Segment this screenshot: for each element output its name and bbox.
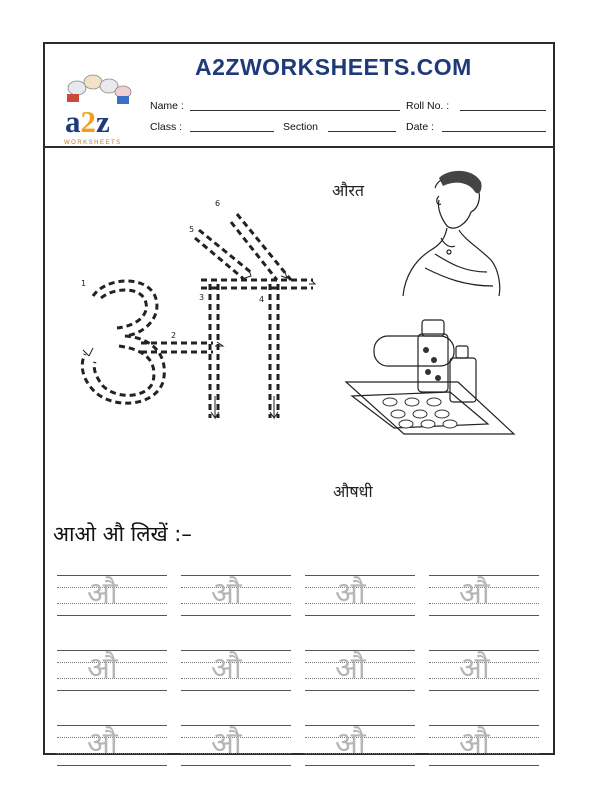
name-field[interactable] (190, 100, 400, 114)
practice-cell[interactable] (305, 573, 415, 619)
stroke-number-3: 3 (199, 293, 205, 302)
trace-letter: औ (459, 576, 490, 611)
trace-letter: औ (87, 726, 118, 761)
practice-cell[interactable] (429, 648, 539, 694)
trace-letter: औ (459, 726, 490, 761)
worksheet-page (43, 42, 555, 761)
worksheet-body (45, 148, 553, 761)
trace-letter: औ (459, 651, 490, 686)
picture-word-woman: औरत (332, 181, 365, 200)
trace-letter-au-diagram (65, 186, 325, 426)
medicine-picture (338, 316, 528, 446)
practice-cell[interactable] (181, 573, 291, 619)
stroke-number-1: 1 (81, 279, 87, 288)
logo-letter-z: z (96, 104, 110, 139)
trace-letter: औ (211, 576, 242, 611)
trace-letter: औ (211, 726, 242, 761)
logo-text (65, 104, 110, 140)
practice-cell[interactable] (429, 573, 539, 619)
woman-picture (395, 168, 505, 298)
trace-letter: औ (335, 726, 366, 761)
practice-cell[interactable] (305, 723, 415, 769)
class-section-date-row (150, 121, 550, 135)
logo-letter-2: 2 (80, 104, 96, 139)
practice-cell[interactable] (57, 648, 167, 694)
practice-cell[interactable] (181, 723, 291, 769)
practice-cell[interactable] (57, 723, 167, 769)
roll-field[interactable] (460, 100, 546, 114)
logo-subtitle: WORKSHEETS (64, 140, 122, 146)
trace-letter: औ (335, 651, 366, 686)
class-field[interactable] (190, 121, 274, 135)
stroke-number-2: 2 (171, 331, 177, 340)
stroke-number-5: 5 (189, 225, 195, 234)
trace-letter: औ (87, 651, 118, 686)
section-label: Section (283, 121, 319, 133)
class-label: Class : (150, 121, 183, 133)
roll-label: Roll No. : (406, 100, 450, 112)
date-field[interactable] (442, 121, 546, 135)
trace-letter: औ (211, 651, 242, 686)
practice-cell[interactable] (57, 573, 167, 619)
site-title: A2ZWORKSHEETS.COM (195, 54, 472, 80)
practice-cell[interactable] (305, 648, 415, 694)
stroke-number-4: 4 (259, 295, 265, 304)
picture-word-medicine: औषधी (333, 482, 373, 501)
section-field[interactable] (328, 121, 396, 135)
practice-cell[interactable] (181, 648, 291, 694)
logo-letter-a: a (65, 104, 81, 139)
date-label: Date : (406, 121, 435, 133)
name-label: Name : (150, 100, 184, 112)
trace-letter: औ (87, 576, 118, 611)
name-roll-row (150, 100, 550, 114)
practice-cell[interactable] (429, 723, 539, 769)
stroke-number-6: 6 (215, 199, 221, 208)
trace-letter: औ (335, 576, 366, 611)
practice-heading: आओ औ लिखें :– (53, 522, 192, 546)
worksheet-header (45, 44, 553, 148)
